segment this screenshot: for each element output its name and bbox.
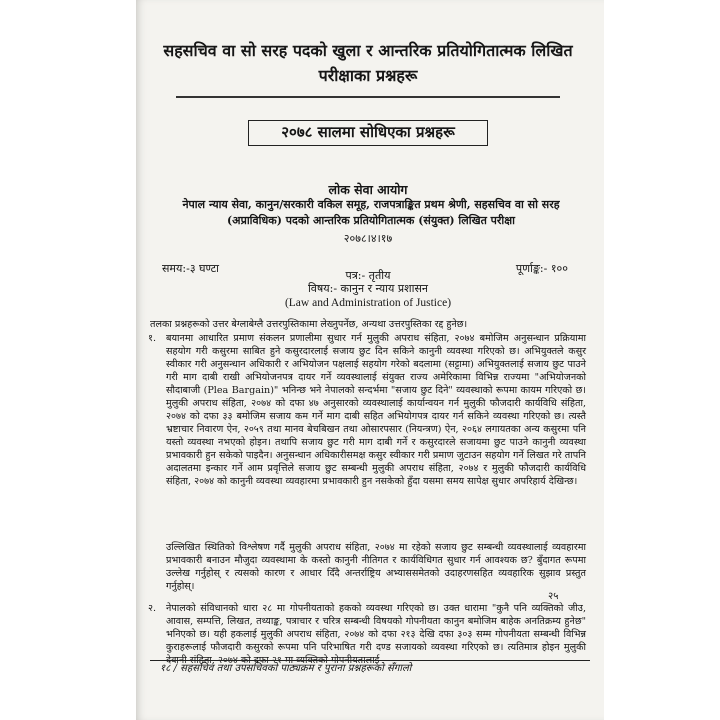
question-1 — [148, 332, 586, 488]
footer-divider — [150, 660, 590, 661]
header-divider — [176, 96, 560, 98]
exam-paper: पत्र:- तृतीय — [345, 269, 391, 282]
exam-description: नेपाल न्याय सेवा, कानुन/सरकारी वकिल समूह, राजपत्राङ्कित प्रथम श्रेणी, सहसचिव वा सो सरह (अप्राविधिक) पदको आन्तरिक प्रतियोगितात्मक (संयुक्त) लिखित परीक्षा — [182, 198, 560, 227]
question-1-marks: २५ — [548, 591, 559, 602]
question-2 — [148, 602, 586, 667]
question-text: बयानमा आधारित प्रमाण संकलन प्रणालीमा सुधार गर्न मुलुकी अपराध संहिता, २०७४ बमोजिम अनुसन्धान प्रक्रियामा सहयोग गरी कसुरमा साबित हुने कसुरदारलाई सजाय छुट दिन सकिने कानुनी व्यवस्था गरिएको छ। अभियुक्तले कसुर स्वीकार गरी अनुसन्धान अधिकारी र अभियोजन पक्षलाई सहयोग गरेको बदलामा (सट्टामा) अभियुक्तलाई सजाय छुट पाउने गरी माग दाबी राखी अभियोजनपत्र दायर गर्ने व्यवस्थालाई संयुक्त राज्य अमेरिकामा विभिन्न राज्यमा "अभियोजनको सौदाबाजी (Plea Bargain)" भनिन्छ भने नेपालको सन्दर्भमा "सजाय छुट दिने" व्यवस्थाको रूपमा कायम गरिएको छ। मुलुकी अपराध संहिता, २०७४ को दफा ४७ अनुसारको व्यवस्थालाई कार्यान्वयन गर्न मुलुकी फौजदारी कार्यविधि संहिता, २०७४ को दफा ३३ बमोजिम सजाय कम गर्ने माग दाबी सहित अभियोगपत्र दायर गर्न सकिने व्यवस्था गरिएको छ। त्यस्तै भ्रष्टाचार निवारण ऐन, २०५९ तथा मानव बेचबिखन तथा ओसारपसार (नियन्त्रण) ऐन, २०६४ लगायतका अन्य कसुरमा पनि यस्तो व्यवस्था नभएको होइन। तथापि सजाय छुट गरी माग दाबी गर्ने र कसुरदारले सजायमा छुट पाउने कानुनी व्यवस्था प्रभावकारी हुन सकेको पाइदैन। अनुसन्धान अधिकारीसमक्ष कसुर स्वीकार गरी प्रमाण जुटाउन सहयोग गर्ने लिखत गरे तापनि अदालतमा इन्कार गर्ने आम प्रवृत्तिले सजाय छुट सम्बन्धी मुलुकी अपराध संहिता, २०७४ र मुलुकी फौजदारी कार्यविधि संहिता, २०७४ को कानुनी व्यवस्था व्यवहारमा प्रभावकारी हुन नसकेको हुँदा यसमा समय सापेक्ष सुधार अपरिहार्य देखिन्छ। — [166, 333, 586, 487]
exam-time: समय:-३ घण्टा — [162, 262, 220, 275]
exam-date: २०७८।४।१७ — [343, 232, 393, 245]
exam-subject: विषय:- कानुन र न्याय प्रशासन — [307, 282, 429, 295]
exam-commission: लोक सेवा आयोग — [328, 182, 408, 197]
exam-full-marks: पूर्णाङ्क:- १०० — [515, 262, 568, 275]
question-prompt-text: उल्लिखित स्थितिको विश्लेषण गर्दै मुलुकी अपराध संहिता, २०७४ मा रहेको सजाय छुट सम्बन्धी व्यवस्थालाई व्यवहारमा प्रभावकारी बनाउन मौजुदा व्यवस्थामा के कस्तो कानुनी नीतिगत र कार्यविधिगत सुधार गर्न आवश्यक छ? बुँदागत रूपमा उल्लेख गर्नुहोस् र त्यसको कारण र आधार दिँदै अन्तर्राष्ट्रिय अभ्याससमेतको उदाहरणसहित व्यवहारिक सुझाव प्रस्तुत गर्नुहोस्। — [166, 542, 586, 592]
header-title: सहसचिव वा सो सरह पदको खुला र आन्तरिक प्रतियोगितात्मक लिखित परीक्षाका प्रश्नहरू — [163, 41, 573, 85]
section-title: २०७८ सालमा सोधिएका प्रश्नहरू — [248, 120, 488, 146]
instruction-text: तलका प्रश्नहरूको उत्तर बेग्लाबेग्लै उत्तरपुस्तिकामा लेख्नुपर्नेछ, अन्यथा उत्तरपुस्तिका रद्द हुनेछ। — [150, 319, 468, 330]
question-1-prompt — [166, 541, 586, 593]
question-number: २. — [148, 603, 157, 614]
question-number: १. — [148, 333, 157, 344]
question-text: नेपालको संविधानको धारा २८ मा गोपनीयताको हकको व्यवस्था गरिएको छ। उक्त धारामा "कुनै पनि व्यक्तिको जीउ, आवास, सम्पत्ति, लिखत, तथ्याङ्क, पत्राचार र चरित्र सम्बन्धी विषयको गोपनीयता कानुन बमोजिम बाहेक अनतिक्रम्य हुनेछ" भनिएको छ। यही हकलाई मुलुकी अपराध संहिता, २०७४ को दफा २१३ देखि दफा ३०३ सम्म गोपनीयता सम्बन्धी विभिन्न कुराहरूलाई फौजदारी कसुरको रूपमा पनि परिभाषित गरी दण्ड सजायको व्यवस्था गरिएको छ। त्यतिमात्र होइन मुलुकी देवानी संहिता, २०७४ को दफा २१ मा व्यक्तिको गोपनीयतालाई — [166, 603, 586, 666]
page-footer: १८ / सहसचिव तथा उपसचिवको पाठ्यक्रम र पुराना प्रश्नहरूको सँगालो — [160, 663, 412, 674]
exam-subject-english: (Law and Administration of Justice) — [284, 297, 452, 309]
